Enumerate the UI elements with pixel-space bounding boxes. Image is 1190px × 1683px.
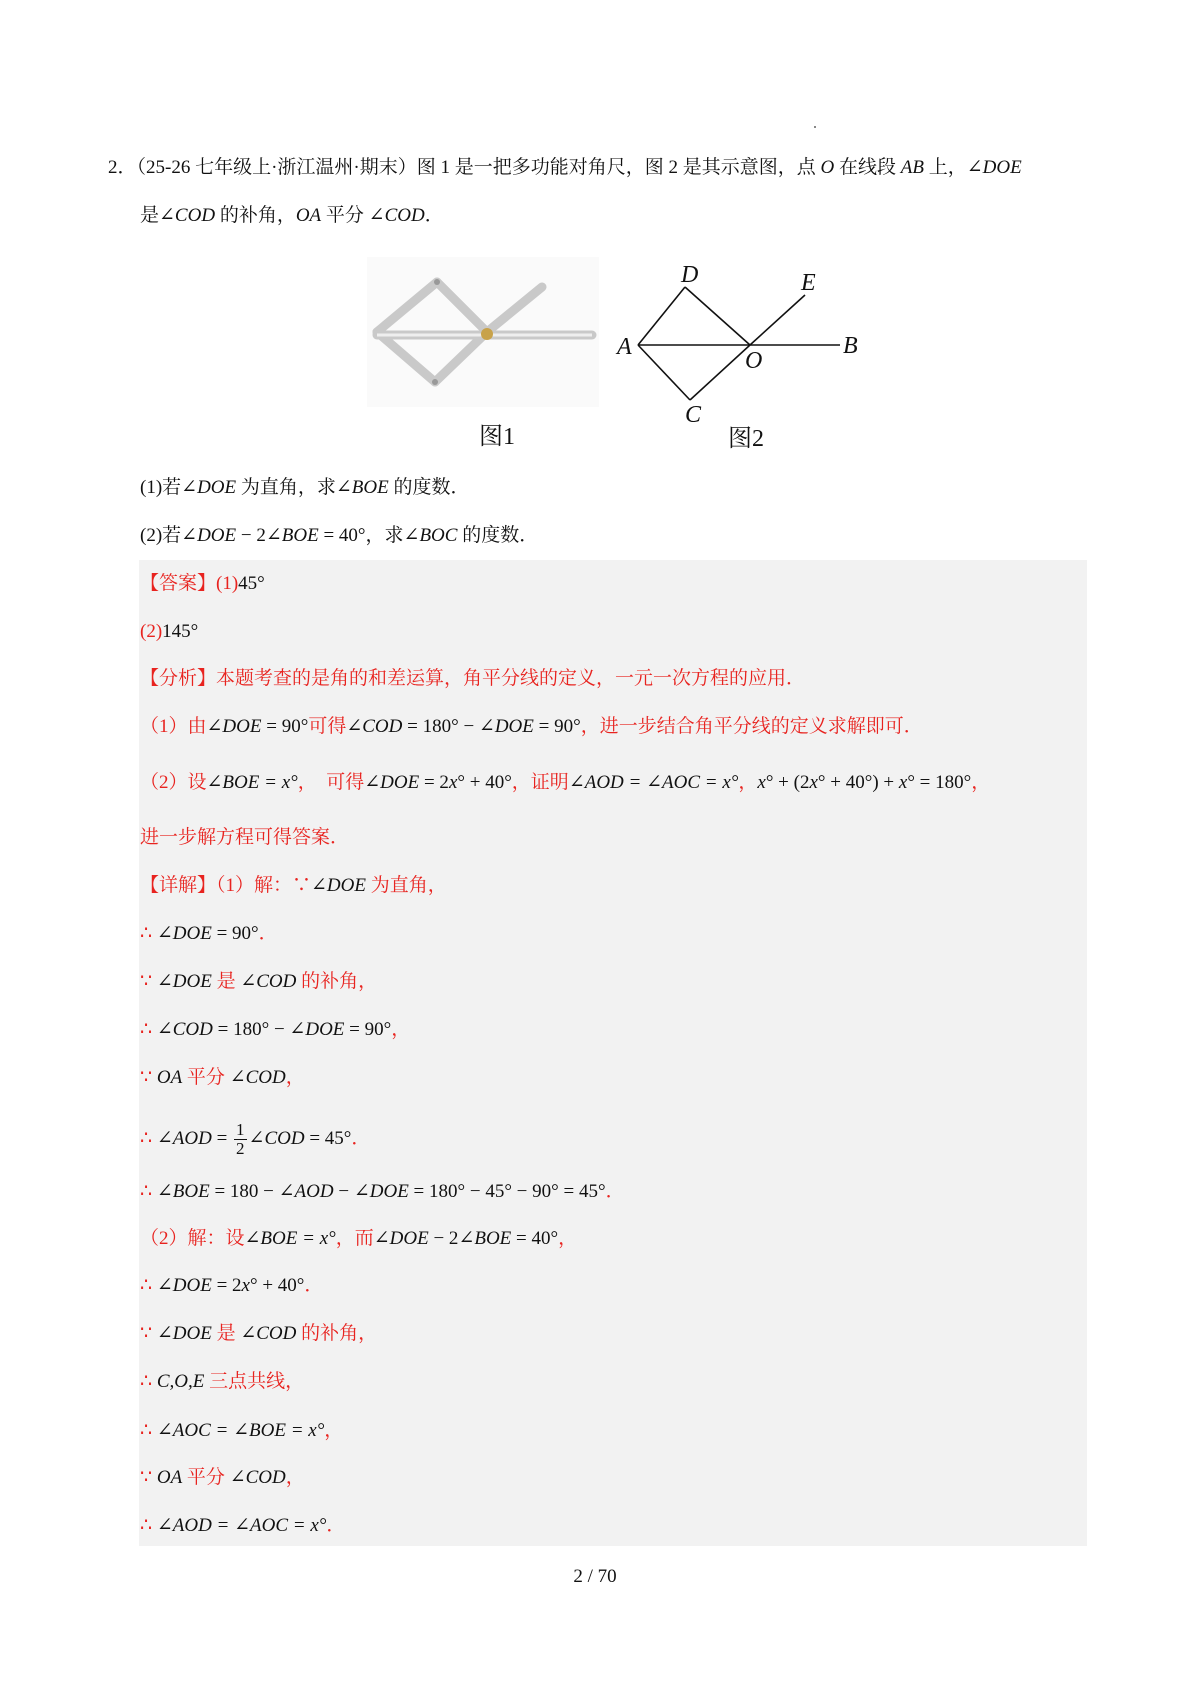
text-segment: ． [605,1181,625,1202]
text-segment: 在线段 [834,157,901,178]
text-segment: 三点共线， [204,1371,305,1392]
text-segment: = 40°，求 [318,525,404,546]
text-segment: ∴ [140,923,157,944]
text-segment: ∴ [140,1371,157,1392]
fraction-denominator: 2 [236,1139,245,1158]
math-text: ∠COD [229,1067,286,1088]
solution-line [140,667,805,691]
solution-line [140,874,447,898]
text-segment: 的补角， [296,1323,378,1344]
math-text: ∠DOE [966,157,1022,178]
text-segment: ∵ [140,1067,157,1088]
text-segment: ， 可得 [297,772,365,793]
solution-line [140,1018,410,1042]
math-text: ∠AOD [278,1181,334,1202]
text-segment: 是 [211,971,241,992]
text-segment: ∴ [140,1181,157,1202]
text-segment: （2）设 [140,772,207,793]
math-text: x [448,772,458,793]
math-text: AB [900,157,924,178]
text-segment: = 40° [511,1228,559,1249]
math-text: ∠BOE [265,525,319,546]
question-line-1 [108,156,1022,180]
math-text: ∠DOE [353,1181,409,1202]
text-segment: ∴ [140,1019,157,1040]
figure-2-caption: 图2 [728,426,764,452]
text-segment: 为直角， [365,875,447,896]
math-text: O [820,157,835,178]
text-segment: ∴ [140,1420,157,1441]
text-segment: = [211,1127,233,1149]
text-segment: − 2 [428,1228,459,1249]
text-segment: ° = 180° [907,772,972,793]
figure-1-caption: 图1 [479,424,515,450]
text-segment: 【答案】(1) [140,573,239,594]
math-text: x [809,772,818,793]
solution-line [140,1066,305,1090]
text-segment: ∵ [140,1467,157,1488]
math-text: ∠DOE [206,716,262,737]
text-segment: 为直角，求 [236,477,336,498]
text-segment: ∴ [140,1275,157,1296]
text-segment: = 90° [211,923,259,944]
solution-line [140,1419,343,1443]
math-text: ∠DOE [181,477,237,498]
text-segment: ． [326,1515,346,1536]
math-text: ∠DOE [181,525,237,546]
math-text: OA [295,205,322,226]
text-segment: ∵ [140,1323,157,1344]
text-segment: = 180 − [209,1181,279,1202]
text-segment: ． [424,205,444,226]
text-segment: 的补角， [296,971,378,992]
text-segment: 是 [140,205,160,226]
text-segment: 45° [238,573,265,594]
text-segment: ， [324,1420,344,1441]
math-text: ∠BOE [335,477,389,498]
text-segment: ，进一步结合角平分线的定义求解即可． [580,716,923,737]
solution-line [140,1227,577,1251]
text-segment: 【分析】本题考查的是角的和差运算，角平分线的定义，一元一次方程的应用． [140,668,806,689]
text-segment: 上， [923,157,967,178]
text-segment: ° + 40° [249,1275,305,1296]
label-O: O [745,348,763,374]
math-text: ∠AOC = ∠BOE = x° [156,1420,325,1441]
text-segment: 进一步解方程可得答案． [140,827,350,848]
text-segment: (2) [140,621,163,642]
solution-line [140,715,923,739]
math-text: ∠COD [346,716,403,737]
sub-question-2 [140,524,538,548]
text-segment: ． [304,1275,324,1296]
text-segment: 平分 [182,1467,230,1488]
math-text: ∠COD [368,205,425,226]
math-text: OA [156,1067,183,1088]
text-segment: = 180° − [212,1019,290,1040]
math-text: ∠DOE [156,1275,212,1296]
math-text: ∠DOE [156,923,212,944]
text-segment: 【详解】（1）解：∵ [140,875,312,896]
text-segment: 平分 [182,1067,230,1088]
text-segment: (2)若 [140,525,182,546]
text-segment: (1)若 [140,477,182,498]
page-number: 2 / 70 [573,1566,617,1587]
text-segment: = 2 [419,772,449,793]
text-segment: ° + 40°) + [817,772,899,793]
text-segment: ， [391,1019,411,1040]
text-segment: 是 [211,1323,241,1344]
text-segment: = 180° − 45° − 90° = 45° [408,1181,606,1202]
text-segment: ° + 40° [457,772,512,793]
text-segment: ，而 [335,1228,374,1249]
text-segment: 145° [162,621,199,642]
solution-line [140,1322,377,1346]
text-segment: 的补角， [215,205,296,226]
math-text: ∠DOE [478,716,534,737]
solution-line [140,1180,625,1204]
sub-question-1 [140,476,470,500]
math-text: ∠BOE [458,1228,512,1249]
math-text: ∠DOE [311,875,366,896]
label-B: B [843,333,858,359]
math-text: ∠COD [156,1019,213,1040]
text-segment: = 90° [344,1019,392,1040]
math-text: ∠COD [240,1323,297,1344]
text-segment: ． [351,1127,371,1149]
text-segment: = 90° [533,716,581,737]
solution-line [140,922,278,946]
text-segment: ，证明 [511,772,569,793]
math-text: ∠AOD = ∠AOC = x° [156,1515,327,1536]
math-text: ∠DOE [364,772,420,793]
math-text: ∠DOE [156,971,212,992]
text-segment: （1）由 [140,716,207,737]
solution-box [139,560,1087,1546]
fraction-numerator: 1 [236,1120,245,1139]
text-segment: − 2 [236,525,266,546]
solution-line [140,1466,305,1490]
text-segment: 的度数． [388,477,470,498]
text-segment: 可得 [308,716,347,737]
text-segment: （2）解：设 [140,1228,245,1249]
text-segment: ∴ [140,1515,157,1536]
label-E: E [801,270,816,296]
math-text: OA [156,1467,183,1488]
solution-line [140,620,198,644]
fraction [234,1121,247,1158]
solution-line [140,1121,370,1158]
page-dot [814,126,816,128]
math-text: ∠BOE [156,1181,210,1202]
math-text: ∠AOD [156,1127,212,1149]
text-segment: ， [738,772,758,793]
text-segment: ∴ [140,1127,157,1149]
math-text: x [241,1275,250,1296]
math-text: ∠DOE [373,1228,429,1249]
text-segment: = 180° − [402,716,479,737]
solution-line [140,970,377,994]
math-text: ∠COD [229,1467,286,1488]
solution-line [140,826,349,850]
text-segment: ∵ [140,971,157,992]
solution-line [140,1370,304,1394]
text-segment: 的度数． [457,525,539,546]
text-segment: ， [285,1067,305,1088]
math-text: ∠COD [240,971,297,992]
text-segment: = 90° [261,716,309,737]
math-text: ∠COD [159,205,216,226]
math-text: ∠COD [248,1127,305,1149]
text-segment: ， [285,1467,305,1488]
solution-line [140,1274,323,1298]
text-segment: ． [258,923,278,944]
question-line-2 [140,204,444,228]
math-text: x [898,772,908,793]
math-text: ∠BOE = x° [244,1228,336,1249]
math-text: ∠DOE [289,1019,345,1040]
math-text: ∠DOE [156,1323,212,1344]
solution-line [140,572,265,596]
text-segment: ， [558,1228,578,1249]
text-segment: 平分 [321,205,369,226]
math-text: ∠BOE = x° [206,772,298,793]
solution-line [140,1514,345,1538]
math-text: ∠AOD = ∠AOC = x° [568,772,739,793]
text-segment: − [333,1181,354,1202]
text-segment: = 45° [304,1127,352,1149]
text-segment: = 2 [211,1275,242,1296]
math-text: C,O,E [156,1371,205,1392]
label-D: D [681,262,699,288]
solution-line [140,771,990,795]
text-segment: 2．（25-26 七年级上·浙江温州·期末）图 1 是一把多功能对角尺，图 2 是其示意图，点 [108,157,821,178]
label-A: A [617,334,632,360]
math-text: x [757,772,766,793]
math-text: ∠BOC [403,525,458,546]
text-segment: ， [971,772,991,793]
label-C: C [685,402,702,428]
text-segment: ° + (2 [765,772,810,793]
diagonal-ruler-photo [367,257,599,407]
